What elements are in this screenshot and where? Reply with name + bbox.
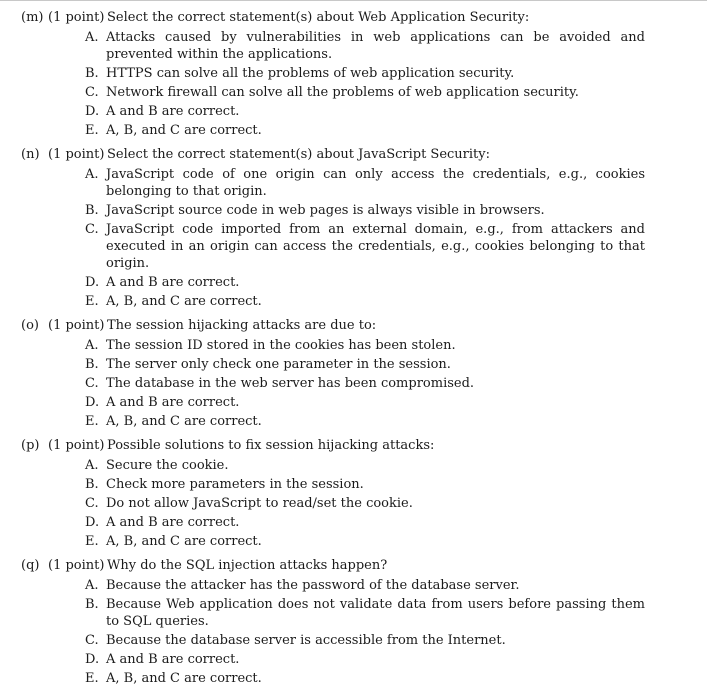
option-letter: A. [85,30,99,45]
answer-option [0,596,707,630]
answer-option [0,476,707,493]
option-letter: B. [85,477,99,492]
option-text: Because the attacker has the password of the database server. [106,578,520,593]
exam-page [0,8,707,693]
option-letter: B. [85,357,99,372]
option-letter: D. [85,652,100,667]
option-text: Because the database server is accessible from the Internet. [106,633,506,648]
question [0,8,707,139]
question [0,316,707,430]
question-text: Select the correct statement(s) about JavaScript Security: [107,147,490,162]
answer-option [0,356,707,373]
option-text: Attacks caused by vulnerabilities in web applications can be avoided and prevented within the applications. [106,30,645,62]
question [0,436,707,550]
option-text: A and B are correct. [106,104,240,119]
answer-option [0,202,707,219]
question-label: (p) [21,438,40,453]
option-letter: B. [85,597,99,612]
option-text: Because Web application does not validate data from users before passing them to SQL queries. [106,597,645,629]
answer-option [0,84,707,101]
answer-option [0,375,707,392]
option-text: A, B, and C are correct. [106,671,262,686]
answer-option [0,221,707,272]
option-text: A, B, and C are correct. [106,123,262,138]
question-points: (1 point) [48,10,105,25]
option-letter: A. [85,338,99,353]
option-text: Secure the cookie. [106,458,229,473]
option-text: A, B, and C are correct. [106,534,262,549]
answer-option [0,495,707,512]
option-text: A and B are correct. [106,275,240,290]
question-text: The session hijacking attacks are due to: [107,318,377,333]
question-text: Why do the SQL injection attacks happen? [107,558,388,573]
option-text: The database in the web server has been compromised. [106,376,475,391]
question-label: (q) [21,558,40,573]
option-letter: C. [85,376,99,391]
option-text: Network firewall can solve all the problems of web application security. [106,85,579,100]
question-header [0,556,707,575]
option-text: A and B are correct. [106,515,240,530]
answer-option [0,651,707,668]
option-text: JavaScript source code in web pages is always visible in browsers. [106,203,545,218]
option-text: The session ID stored in the cookies has been stolen. [106,338,456,353]
question-header [0,145,707,164]
option-letter: E. [85,534,99,549]
option-letter: C. [85,633,99,648]
option-letter: D. [85,275,100,290]
answer-option [0,533,707,550]
answer-option [0,103,707,120]
option-letter: E. [85,123,99,138]
question-points: (1 point) [48,147,105,162]
option-letter: B. [85,203,99,218]
question-header [0,8,707,27]
option-text: A and B are correct. [106,652,240,667]
question [0,145,707,310]
option-text: The server only check one parameter in the session. [106,357,451,372]
option-letter: C. [85,496,99,511]
answer-option [0,457,707,474]
answer-option [0,337,707,354]
option-text: JavaScript code imported from an external domain, e.g., from attackers and executed in an origin can access the credentials, e.g., cookies belonging to that origin. [106,222,645,271]
answer-option [0,65,707,82]
answer-option [0,122,707,139]
option-text: JavaScript code of one origin can only access the credentials, e.g., cookies belonging to that origin. [106,167,645,199]
question-text: Possible solutions to fix session hijacking attacks: [107,438,435,453]
option-letter: C. [85,85,99,100]
option-letter: B. [85,66,99,81]
answer-option [0,577,707,594]
option-letter: E. [85,294,99,309]
option-letter: D. [85,515,100,530]
option-letter: A. [85,458,99,473]
answer-option [0,166,707,200]
option-text: A and B are correct. [106,395,240,410]
option-text: A, B, and C are correct. [106,294,262,309]
answer-option [0,29,707,63]
option-letter: E. [85,414,99,429]
option-letter: D. [85,395,100,410]
option-letter: A. [85,578,99,593]
question-points: (1 point) [48,438,105,453]
option-letter: E. [85,671,99,686]
answer-option [0,514,707,531]
option-text: Check more parameters in the session. [106,477,364,492]
option-letter: D. [85,104,100,119]
option-letter: C. [85,222,99,237]
question-label: (o) [21,318,39,333]
answer-option [0,394,707,411]
question-header [0,436,707,455]
answer-option [0,670,707,687]
option-letter: A. [85,167,99,182]
option-text: HTTPS can solve all the problems of web application security. [106,66,515,81]
answer-option [0,293,707,310]
top-divider [0,0,707,1]
question [0,556,707,687]
question-points: (1 point) [48,318,105,333]
question-text: Select the correct statement(s) about Web Application Security: [107,10,530,25]
answer-option [0,632,707,649]
option-text: A, B, and C are correct. [106,414,262,429]
question-label: (n) [21,147,40,162]
question-label: (m) [21,10,44,25]
option-text: Do not allow JavaScript to read/set the cookie. [106,496,413,511]
question-points: (1 point) [48,558,105,573]
answer-option [0,413,707,430]
question-header [0,316,707,335]
answer-option [0,274,707,291]
